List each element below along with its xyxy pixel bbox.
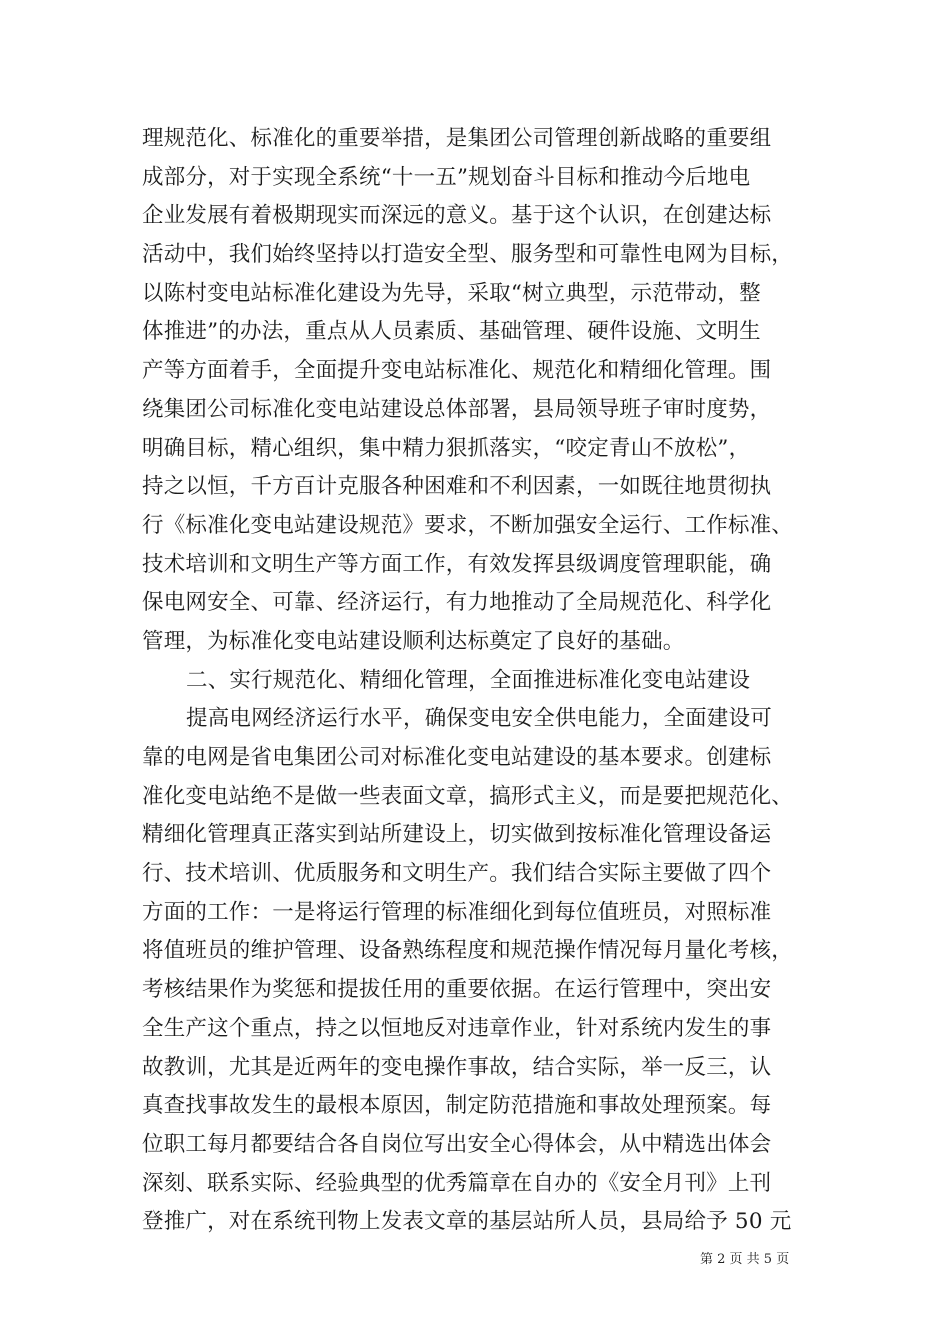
text-line: 明确目标，精心组织，集中精力狠抓落实，“咬定青山不放松”， — [142, 435, 751, 461]
text-line: 绕集团公司标准化变电站建设总体部署，县局领导班子审时度势， — [142, 396, 772, 422]
text-line: 精细化管理真正落实到站所建设上，切实做到按标准化管理设备运 — [142, 822, 772, 848]
text-line: 成部分，对于实现全系统“十一五”规划奋斗目标和推动今后地电 — [142, 164, 751, 190]
text-line: 全生产这个重点，持之以恒地反对违章作业，针对系统内发生的事 — [142, 1015, 772, 1041]
text-line: 方面的工作：一是将运行管理的标准细化到每位值班员，对照标准 — [142, 899, 772, 925]
text-line: 靠的电网是省电集团公司对标准化变电站建设的基本要求。创建标 — [142, 745, 772, 770]
text-line: 保电网安全、可靠、经济运行，有力地推动了全局规范化、科学化 — [142, 590, 772, 616]
text-line: 持之以恒，千方百计克服各种困难和不利因素，一如既往地贯彻执 — [142, 474, 772, 500]
section-heading: 二、实行规范化、精细化管理，全面推进标准化变电站建设 — [186, 667, 751, 693]
text-line: 技术培训和文明生产等方面工作，有效发挥县级调度管理职能，确 — [142, 551, 772, 577]
text-line: 体推进”的办法，重点从人员素质、基础管理、硬件设施、文明生 — [142, 319, 761, 345]
text-line: 企业发展有着极期现实而深远的意义。基于这个认识，在创建达标 — [142, 203, 772, 229]
text-line: 提高电网经济运行水平，确保变电安全供电能力，全面建设可 — [186, 706, 772, 732]
text-line: 深刻、联系实际、经验典型的优秀篇章在自办的《安全月刊》上刊 — [142, 1170, 772, 1196]
text-line: 考核结果作为奖惩和提拔任用的重要依据。在运行管理中，突出安 — [142, 977, 772, 1003]
text-line: 活动中，我们始终坚持以打造安全型、服务型和可靠性电网为目标， — [142, 242, 794, 268]
text-line: 故教训，尤其是近两年的变电操作事故，结合实际，举一反三，认 — [142, 1054, 772, 1080]
text-line: 行《标准化变电站建设规范》要求，不断加强安全运行、工作标准、 — [142, 512, 794, 538]
page-number-footer: 第 2 页 共 5 页 — [700, 1252, 790, 1267]
text-line: 管理，为标准化变电站建设顺利达标奠定了良好的基础。 — [142, 628, 685, 654]
text-line: 行、技术培训、优质服务和文明生产。我们结合实际主要做了四个 — [142, 861, 772, 887]
document-body — [142, 120, 832, 1242]
text-line: 以陈村变电站标准化建设为先导，采取“树立典型，示范带动，整 — [142, 280, 761, 306]
text-line: 产等方面着手，全面提升变电站标准化、规范化和精细化管理。围 — [142, 358, 772, 384]
text-line: 真查找事故发生的最根本原因，制定防范措施和事故处理预案。每 — [142, 1093, 772, 1119]
text-line: 将值班员的维护管理、设备熟练程度和规范操作情况每月量化考核， — [142, 938, 794, 964]
text-line: 准化变电站绝不是做一些表面文章，搞形式主义，而是要把规范化、 — [142, 783, 794, 809]
text-line: 理规范化、标准化的重要举措，是集团公司管理创新战略的重要组 — [142, 126, 772, 151]
text-line: 位职工每月都要结合各自岗位写出安全心得体会，从中精选出体会 — [142, 1131, 772, 1157]
text-line: 登推广，对在系统刊物上发表文章的基层站所人员，县局给予 50 元 — [142, 1209, 792, 1235]
